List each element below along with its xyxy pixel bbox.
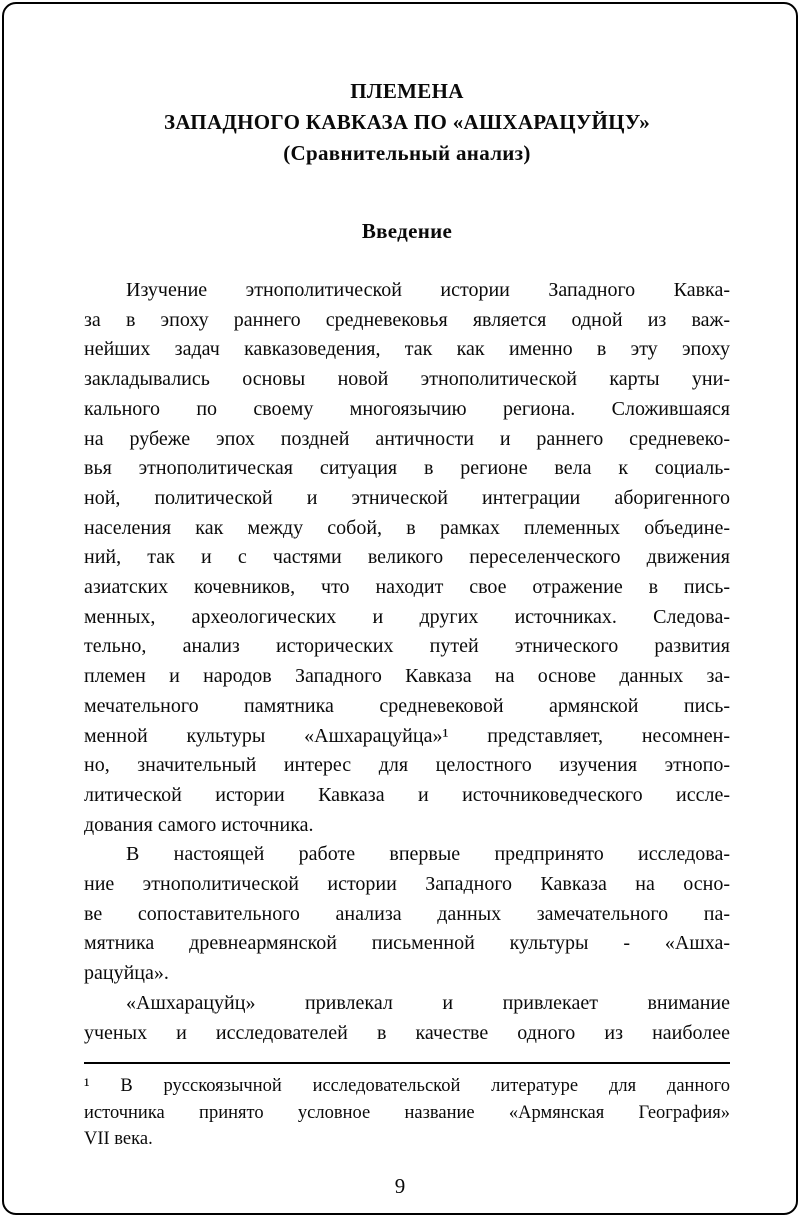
text-line: ученых и исследователей в качестве одного из наиболее xyxy=(84,1021,730,1044)
text-line: закладывались основы новой этнополитической карты уни- xyxy=(84,368,730,391)
text-line: менной культуры «Ашхарацуйца»¹ представляет, несомнен- xyxy=(84,724,730,747)
text-line: населения как между собой, в рамках племенных объедине- xyxy=(84,516,730,539)
text-line: дования самого источника. xyxy=(84,813,314,836)
text-line: кального по своему многоязычию региона. Сложившаяся xyxy=(84,397,730,420)
chapter-title-line: (Сравнительный анализ) xyxy=(283,141,531,165)
text-line: В настоящей работе впервые предпринято исследова- xyxy=(126,843,730,866)
text-line: вья этнополитическая ситуация в регионе вела к социаль- xyxy=(84,457,730,480)
text-line: Изучение этнополитической истории Западного Кавка- xyxy=(126,279,730,301)
chapter-title-line: ЗАПАДНОГО КАВКАЗА ПО «АШХАРАЦУЙЦУ» xyxy=(163,110,651,134)
text-line: ве сопоставительного анализа данных замечательного па- xyxy=(84,902,730,925)
footnote-line: VII века. xyxy=(84,1129,153,1150)
footnote xyxy=(84,1062,730,1153)
text-line: племен и народов Западного Кавказа на основе данных за- xyxy=(84,665,730,688)
footnote-line: источника принято условное название «Армянская География» xyxy=(84,1102,730,1123)
text-line: ной, политической и этнической интеграции аборигенного xyxy=(84,486,730,509)
page-number: 9 xyxy=(394,1174,406,1198)
text-line: но, значительный интерес для целостного изучения этнопо- xyxy=(84,754,730,777)
paragraph xyxy=(84,840,730,989)
footnote-line: ¹ В русскоязычной исследовательской литературе для данного xyxy=(84,1076,730,1097)
text-line: нейших задач кавказоведения, так как именно в эту эпоху xyxy=(84,338,730,361)
text-line: мечательного памятника средневековой армянской пись- xyxy=(84,694,730,717)
paragraph xyxy=(84,276,730,840)
text-line: рацуйца». xyxy=(84,962,169,985)
text-line: мятника древнеармянской письменной культуры - «Ашха- xyxy=(84,932,730,955)
chapter-title xyxy=(84,76,730,169)
section-heading: Введение xyxy=(361,219,453,243)
text-line: менных, археологических и других источниках. Следова- xyxy=(84,605,730,628)
chapter-title-line: ПЛЕМЕНА xyxy=(350,79,464,103)
text-line: ний, так и с частями великого переселенческого движения xyxy=(84,546,730,569)
body-text xyxy=(84,276,730,1048)
paragraph xyxy=(84,989,730,1048)
text-line: на рубеже эпох поздней античности и раннего средневеко- xyxy=(84,427,730,450)
text-line: азиатских кочевников, что находит свое отражение в пись- xyxy=(84,576,730,599)
text-line: ние этнополитической истории Западного Кавказа на осно- xyxy=(84,873,730,896)
text-line: за в эпоху раннего средневековья является одной из важ- xyxy=(84,308,730,331)
text-line: «Ашхарацуйц» привлекал и привлекает внимание xyxy=(126,991,730,1014)
text-line: литической истории Кавказа и источниковедческого иссле- xyxy=(84,783,730,806)
text-line: тельно, анализ исторических путей этнического развития xyxy=(84,635,730,658)
